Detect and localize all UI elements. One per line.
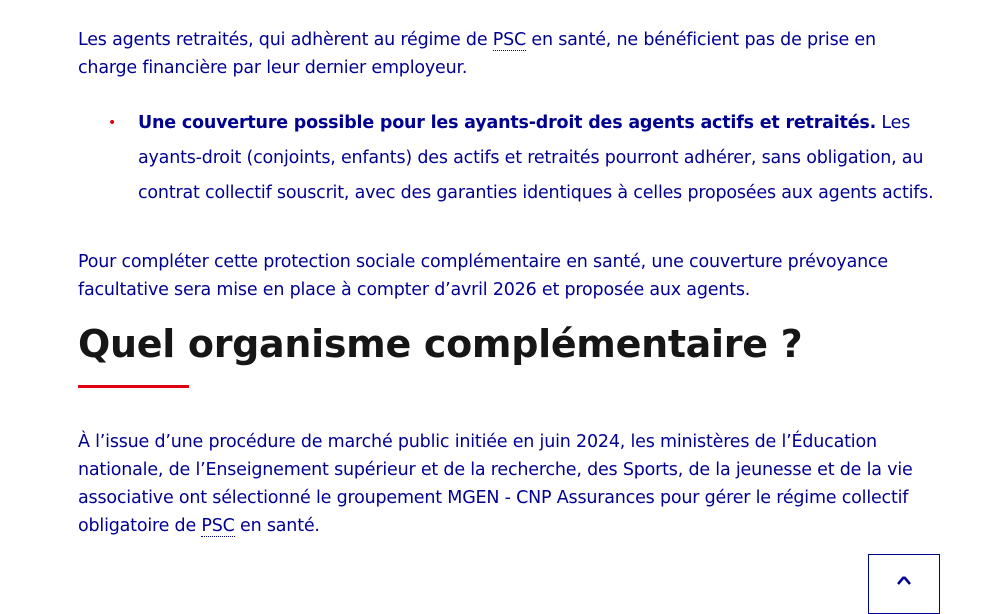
coverage-list (78, 106, 938, 211)
heading-underline (78, 385, 189, 388)
retired-text-start: Les agents retraités, qui adhèrent au régime de (78, 30, 493, 50)
procedure-paragraph (78, 428, 938, 540)
list-item (78, 106, 938, 211)
bullet-marker: • (108, 115, 117, 131)
procedure-text-start: À l’issue d’une procédure de marché public initiée en juin 2024, les ministères de l’Éducation nationale, de l’Enseignement supérieur et de la recherche, des Sports, de la jeunesse et de la vie associative ont sélectionné le groupement MGEN - CNP Assurances pour gérer le régime collectif obligatoire de (78, 432, 913, 536)
psc-abbr[interactable]: PSC (492, 30, 527, 50)
list-item-bold: Une couverture possible pour les ayants-droit des agents actifs et retraités. (138, 113, 877, 133)
retired-paragraph (78, 26, 938, 82)
list-item-text: Les ayants-droit (conjoints, enfants) des actifs et retraités pourront adhérer, sans obligation, au contrat collectif souscrit, avec des garanties identiques à celles proposées aux agents actifs. (138, 113, 934, 203)
procedure-text-end: en santé. (234, 516, 320, 536)
retired-text-end: en santé, ne bénéficient pas de prise en charge financière par leur dernier employeur. (78, 30, 876, 78)
psc-abbr[interactable]: PSC (201, 516, 235, 536)
main-content (78, 26, 938, 540)
back-to-top-button[interactable] (868, 554, 940, 614)
prevoyance-paragraph: Pour compléter cette protection sociale complémentaire en santé, une couverture prévoyance facultative sera mise en place à compter d’avril 2026 et proposée aux agents. (78, 252, 888, 300)
section-heading: Quel organisme complémentaire ? (78, 322, 803, 366)
arrow-up-icon (896, 575, 912, 589)
